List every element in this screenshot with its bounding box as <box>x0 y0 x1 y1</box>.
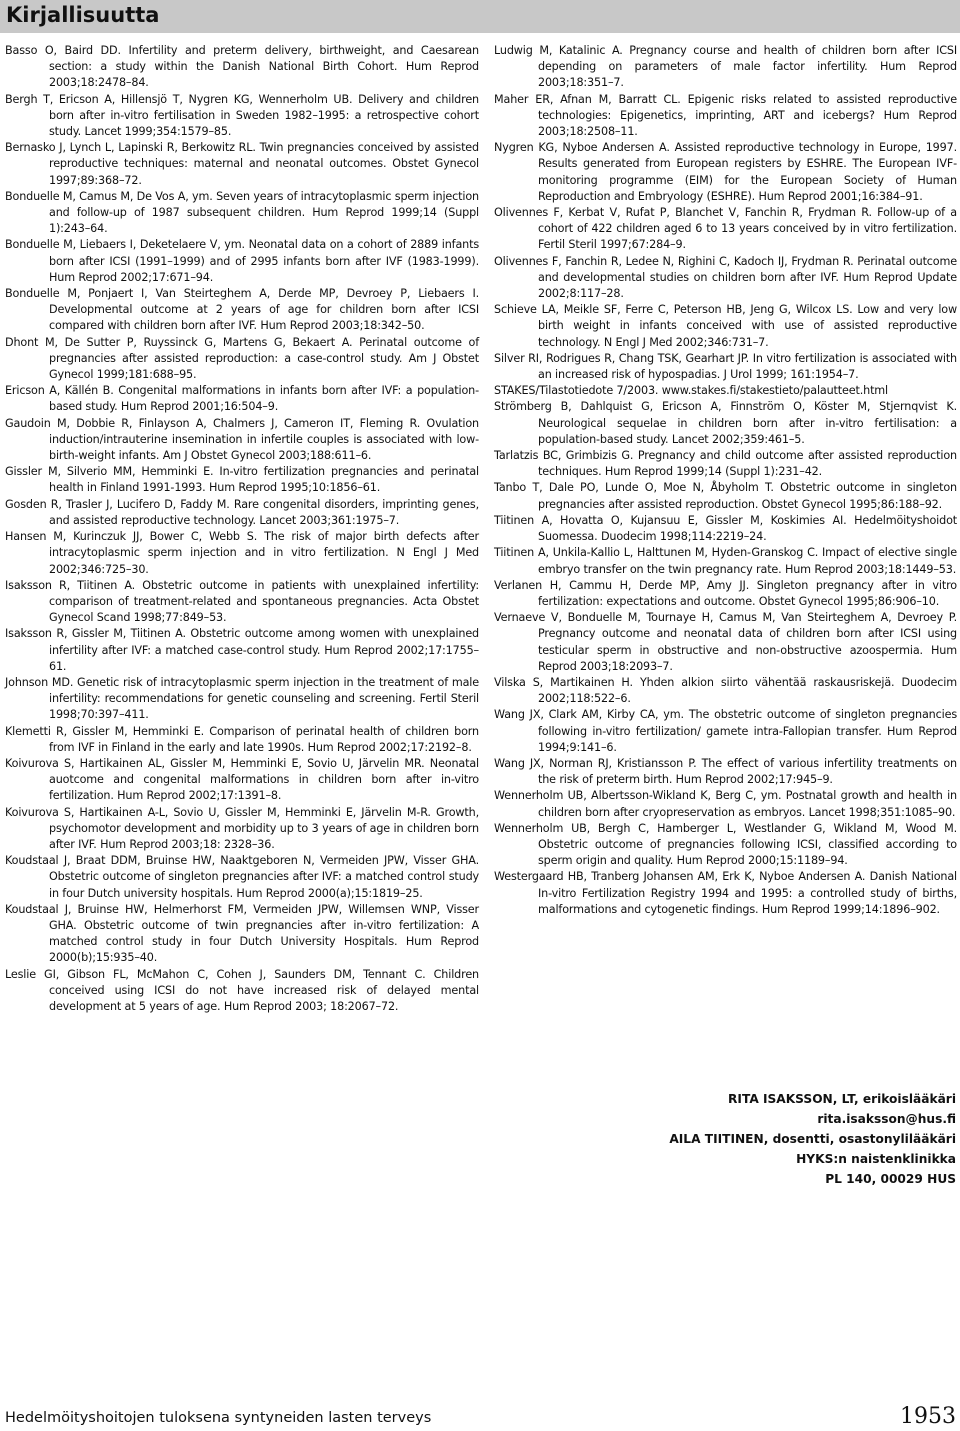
reference-entry: Westergaard HB, Tranberg Johansen AM, Erk K, Nyboe Andersen A. Danish National In-vitro Fertilization Registry 1994 and 1995: a controlled study of births, malformations and cytogenetic findings. Hum Reprod 1999;14:1896–902. <box>494 870 957 916</box>
reference-entry: Verlanen H, Cammu H, Derde MP, Amy JJ. Singleton pregnancy after in vitro fertilization: expectations and outcome. Obstet Gynecol 1995;86:906–10. <box>494 578 957 608</box>
reference-entry: Johnson MD. Genetic risk of intracytoplasmic sperm injection in the treatment of male infertility: recommendations for genetic counseling and screening. Fertil Steril 1998;70:397–411. <box>5 675 479 722</box>
reference-entry: Bonduelle M, Ponjaert I, Van Steirteghem A, Derde MP, Devroey P, Liebaers I. Developmental outcome at 2 years of age for children born after ICSI compared with children born after IVF. Hum Reprod 2003;18:342–50. <box>5 287 479 333</box>
reference-entry: Koivurova S, Hartikainen AL, Gissler M, Hemminki E, Sovio U, Järvelin MR. Neonatal auotcome and congenital malformations in children born after in-vitro fertilization. Hum Reprod 2002;17:1391–8. <box>5 756 479 803</box>
reference-entry: Koudstaal J, Bruinse HW, Helmerhorst FM, Vermeiden JPW, Willemsen WNP, Visser GHA. Obstetric outcome of twin pregnancies after in-vitro fertilization: A matched control study in four Dutch University Hospitals. Hum Reprod 2000(b);15:935–40. <box>5 902 479 965</box>
reference-entry: Olivennes F, Kerbat V, Rufat P, Blanchet V, Fanchin R, Frydman R. Follow-up of a cohort of 422 children aged 6 to 13 years conceived by in vitro fertilization. Fertil Steril 1997;67:284–9. <box>494 206 957 252</box>
reference-entry: Bonduelle M, Camus M, De Vos A, ym. Seven years of intracytoplasmic sperm injection and follow-up of 1987 subsequent children. Hum Reprod 1999;14 (Suppl 1):243–64. <box>5 189 479 236</box>
references-right-column <box>494 43 957 918</box>
reference-entry: Wang JX, Clark AM, Kirby CA, ym. The obstetric outcome of singleton pregnancies following in-vitro fertilization/ gamete intra-Fallopian transfer. Hum Reprod 1994;9:141–6. <box>494 708 957 754</box>
reference-entry: Nygren KG, Nyboe Andersen A. Assisted reproductive technology in Europe, 1997. Results generated from European registers by ESHRE. The European IVF-monitoring programme (EIM) for the European Society of Human Reproduction and Embryology (ESHRE). Hum Reprod 2001;16:384–91. <box>494 141 957 203</box>
page-number: 1953 <box>900 1404 956 1429</box>
reference-entry: Schieve LA, Meikle SF, Ferre C, Peterson HB, Jeng G, Wilcox LS. Low and very low birth weight in infants conceived with use of assisted reproductive technology. N Engl J Med 2002;346:731–7. <box>494 303 957 349</box>
reference-entry: Vernaeve V, Bonduelle M, Tournaye H, Camus M, Van Steirteghem A, Devroey P. Pregnancy outcome and neonatal data of children born after ICSI using testicular sperm in obstructive and non-obstructive azoospermia. Hum Reprod 2003;18:2093–7. <box>494 611 957 673</box>
reference-entry: Bonduelle M, Liebaers I, Deketelaere V, ym. Neonatal data on a cohort of 2889 infants born after ICSI (1991–1999) and of 2995 infants born after IVF (1983-1999). Hum Reprod 2002;17:671–94. <box>5 238 479 284</box>
reference-entry: Ludwig M, Katalinic A. Pregnancy course and health of children born after ICSI depending on parameters of male factor infertility. Hum Reprod 2003;18:351–7. <box>494 44 957 90</box>
reference-entry: Silver RI, Rodrigues R, Chang TSK, Gearhart JP. In vitro fertilization is associated with an increased risk of hypospadias. J Urol 1999; 161:1954–7. <box>494 351 957 382</box>
author-1-name: RITA ISAKSSON, LT, erikoislääkäri <box>728 1092 956 1106</box>
reference-entry: Wang JX, Norman RJ, Kristiansson P. The effect of various infertility treatments on the risk of preterm birth. Hum Reprod 2002;17:945–9. <box>494 756 957 787</box>
reference-entry: Dhont M, De Sutter P, Ruyssinck G, Martens G, Bekaert A. Perinatal outcome of pregnancies after assisted reproduction: a case-control study. Am J Obstet Gynecol 1999;181:688–95. <box>5 335 479 382</box>
reference-entry: Gosden R, Trasler J, Lucifero D, Faddy M. Rare congenital disorders, imprinting genes, and assisted reproductive technology. Lancet 2003;361:1975–7. <box>5 497 479 527</box>
reference-entry: Bernasko J, Lynch L, Lapinski R, Berkowitz RL. Twin pregnancies conceived by assisted reproductive techniques: maternal and neonatal outcomes. Obstet Gynecol 1997;89:368–72. <box>5 141 479 187</box>
reference-entry: Leslie GI, Gibson FL, McMahon C, Cohen J, Saunders DM, Tennant C. Children conceived using ICSI do not have increased risk of delayed mental development at 5 years of age. Hum Reprod 2003; 18:2067–72. <box>5 967 479 1013</box>
references-left-column <box>5 43 479 1015</box>
reference-entry: Bergh T, Ericson A, Hillensjö T, Nygren KG, Wennerholm UB. Delivery and children born after in-vitro fertilisation in Sweden 1982–1995: a retrospective cohort study. Lancet 1999;354:1579–85. <box>5 92 479 139</box>
author-1-email[interactable]: rita.isaksson@hus.fi <box>817 1112 956 1126</box>
author-2-name: AILA TIITINEN, dosentti, osastonylilääkäri <box>669 1132 956 1146</box>
reference-entry: Isaksson R, Tiitinen A. Obstetric outcome in patients with unexplained infertility: comparison of treatment-related and spontaneous pregnancies. Acta Obstet Gynecol Scand 1998;77:849–53. <box>5 578 479 625</box>
reference-entry: STAKES/Tilastotiedote 7/2003. www.stakes.fi/stakestieto/palautteet.html <box>494 384 889 398</box>
reference-entry: Strömberg B, Dahlquist G, Ericson A, Finnström O, Köster M, Stjernqvist K. Neurological sequelae in children born after in-vitro fertilisation: a population-based study. Lancet 2002;359:461–5. <box>494 400 957 446</box>
reference-entry: Vilska S, Martikainen H. Yhden alkion siirto vähentää raskausriskejä. Duodecim 2002;118:522–6. <box>494 675 957 706</box>
reference-entry: Gissler M, Silverio MM, Hemminki E. In-vitro fertilization pregnancies and perinatal health in Finland 1991-1993. Hum Reprod 1995;10:1856–61. <box>5 465 479 495</box>
affiliation: HYKS:n naistenklinikka <box>796 1152 956 1166</box>
reference-entry: Wennerholm UB, Bergh C, Hamberger L, Westlander G, Wikland M, Wood M. Obstetric outcome of pregnancies following ICSI, classified according to sperm origin and quality. Hum Reprod 2000;15:1189–94. <box>494 821 957 868</box>
footer-title: Hedelmöityshoitojen tuloksena syntyneiden lasten terveys <box>5 1410 432 1426</box>
reference-entry: Isaksson R, Gissler M, Tiitinen A. Obstetric outcome among women with unexplained infertility after IVF: a matched case-control study. Hum Reprod 2002;17:1755–61. <box>5 627 479 673</box>
reference-entry: Tanbo T, Dale PO, Lunde O, Moe N, Åbyholm T. Obstetric outcome in singleton pregnancies after assisted reproduction. Obstet Gynecol 1995;86:188–92. <box>494 481 957 511</box>
reference-entry: Basso O, Baird DD. Infertility and preterm delivery, birthweight, and Caesarean section: a study within the Danish National Birth Cohort. Hum Reprod 2003;18:2478–84. <box>5 44 479 90</box>
author-signature <box>669 1089 956 1189</box>
reference-entry: Wennerholm UB, Albertsson-Wikland K, Berg C, ym. Postnatal growth and health in children born after cryopreservation as embryos. Lancet 1998;351:1085–90. <box>494 789 957 819</box>
section-title: Kirjallisuutta <box>6 3 160 27</box>
reference-entry: Koivurova S, Hartikainen A-L, Sovio U, Gissler M, Hemminki E, Järvelin M-R. Growth, psychomotor development and morbidity up to 3 years of age in children born after IVF. Hum Reprod 2003;18: 2328–36. <box>5 805 479 851</box>
reference-entry: Maher ER, Afnan M, Barratt CL. Epigenic risks related to assisted reproductive technologies: Epigenetics, imprinting, ART and icebergs? Hum Reprod 2003;18:2508–11. <box>494 92 957 139</box>
reference-entry: Klemetti R, Gissler M, Hemminki E. Comparison of perinatal health of children born from IVF in Finland in the early and late 1990s. Hum Reprod 2002;17:2192–8. <box>5 724 479 754</box>
reference-entry: Tiitinen A, Unkila-Kallio L, Halttunen M, Hyden-Granskog C. Impact of elective single embryo transfer on the twin pregnancy rate. Hum Reprod 2003;18:1449–53. <box>494 546 957 576</box>
section-header-bar <box>0 0 960 33</box>
reference-entry: Koudstaal J, Braat DDM, Bruinse HW, Naaktgeboren N, Vermeiden JPW, Visser GHA. Obstetric outcome of singleton pregnancies after IVF: a matched control study in four Dutch university hospitals. Hum Reprod 2000(a);15:1819–25. <box>5 854 479 900</box>
reference-entry: Hansen M, Kurinczuk JJ, Bower C, Webb S. The risk of major birth defects after intracytoplasmic sperm injection and in vitro fertilization. N Engl J Med 2002;346:725–30. <box>5 530 479 576</box>
address: PL 140, 00029 HUS <box>825 1172 956 1186</box>
reference-entry: Tarlatzis BC, Grimbizis G. Pregnancy and child outcome after assisted reproduction techniques. Hum Reprod 1999;14 (Suppl 1):231–42. <box>494 449 957 479</box>
reference-entry: Tiitinen A, Hovatta O, Kujansuu E, Gissler M, Koskimies AI. Hedelmöityshoidot Suomessa. Duodecim 1998;114:2219–24. <box>494 513 957 544</box>
reference-entry: Olivennes F, Fanchin R, Ledee N, Righini C, Kadoch IJ, Frydman R. Perinatal outcome and developmental studies on children born after IVF. Hum Reprod Update 2002;8:117–28. <box>494 254 957 301</box>
reference-entry: Ericson A, Källén B. Congenital malformations in infants born after IVF: a population-based study. Hum Reprod 2001;16:504–9. <box>5 384 479 414</box>
reference-entry: Gaudoin M, Dobbie R, Finlayson A, Chalmers J, Cameron IT, Fleming R. Ovulation induction/intrauterine insemination in infertile couples is associated with low-birth-weight infants. Am J Obstet Gynecol 2003;188:611–6. <box>5 416 479 463</box>
